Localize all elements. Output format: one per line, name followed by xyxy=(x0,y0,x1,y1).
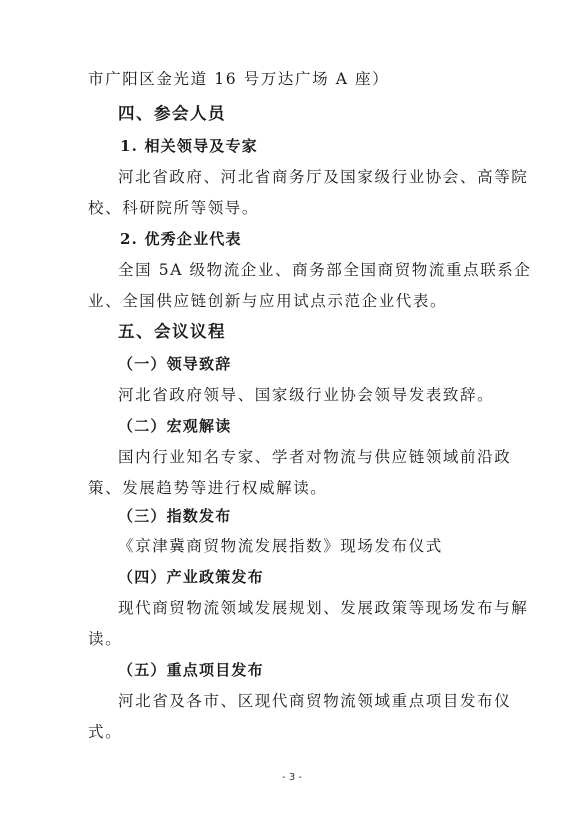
text-line-policy-1: 现代商贸物流领域发展规划、发展政策等现场发布与解 xyxy=(118,599,529,617)
agenda-item-index-release: （三）指数发布 xyxy=(118,507,232,525)
text-line-enterprise-2: 业、全国供应链创新与应用试点示范企业代表。 xyxy=(88,292,448,310)
text-line-projects-1: 河北省及各市、区现代商贸物流领域重点项目发布仪 xyxy=(118,692,512,710)
text-line-index-release: 《京津冀商贸物流发展指数》现场发布仪式 xyxy=(118,537,443,555)
section-heading-attendees: 四、参会人员 xyxy=(118,104,226,123)
subheading-enterprise-reps: 2. 优秀企业代表 xyxy=(120,230,242,248)
text-line-projects-2: 式。 xyxy=(88,723,123,741)
text-line-opening-speech: 河北省政府领导、国家级行业协会领导发表致辞。 xyxy=(118,386,495,404)
page-number: - 3 - xyxy=(282,772,302,783)
text-line-enterprise-1: 全国 5A 级物流企业、商务部全国商贸物流重点联系企 xyxy=(118,261,532,279)
text-line-macro-1: 国内行业知名专家、学者对物流与供应链领域前沿政 xyxy=(118,448,512,466)
agenda-item-key-projects: （五）重点项目发布 xyxy=(118,661,264,679)
text-line-policy-2: 读。 xyxy=(88,630,123,648)
section-heading-agenda: 五、会议议程 xyxy=(118,322,226,341)
agenda-item-macro-interpretation: （二）宏观解读 xyxy=(118,417,232,435)
subheading-leaders-experts: 1. 相关领导及专家 xyxy=(120,137,258,155)
agenda-item-opening-speech: （一）领导致辞 xyxy=(118,355,232,373)
text-line-address-continued: 市广阳区金光道 16 号万达广场 A 座） xyxy=(88,70,390,88)
text-line-macro-2: 策、发展趋势等进行权威解读。 xyxy=(88,479,328,497)
text-line-leaders-1: 河北省政府、河北省商务厅及国家级行业协会、高等院 xyxy=(118,168,529,186)
agenda-item-policy-release: （四）产业政策发布 xyxy=(118,568,264,586)
text-line-leaders-2: 校、科研院所等领导。 xyxy=(88,199,260,217)
